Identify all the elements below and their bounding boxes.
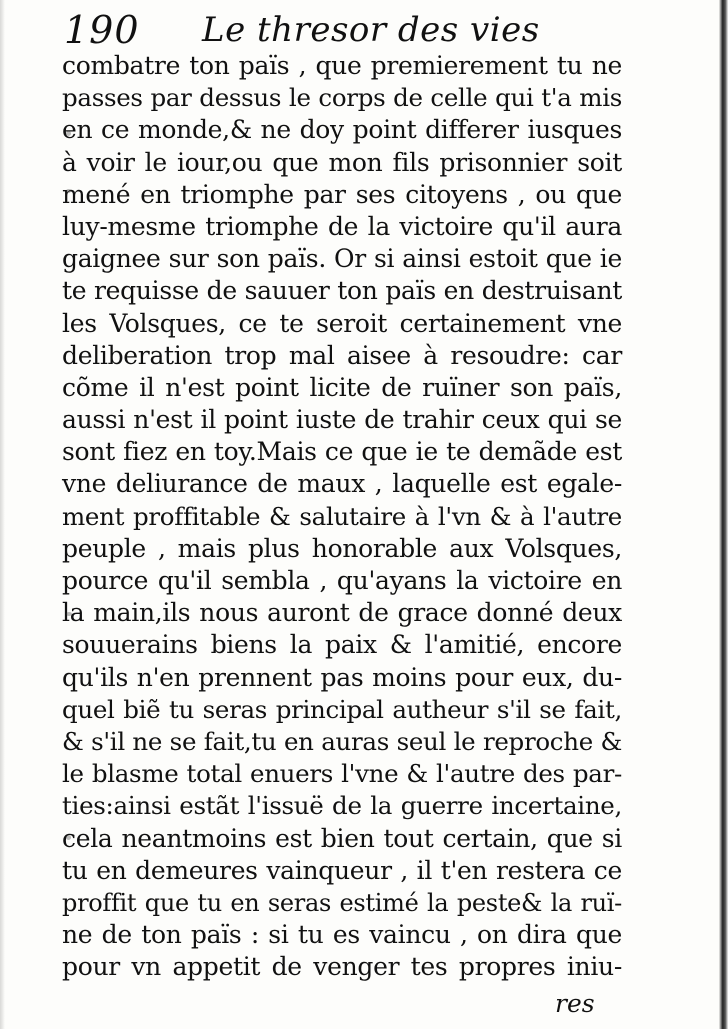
text-line: qu'ils n'en prennent pas moins pour eux, du- bbox=[62, 662, 622, 692]
text-line: quel biẽ tu seras principal autheur s'il se fait, bbox=[62, 694, 622, 724]
text-line: proffit que tu en seras estimé la peste& la ruï- bbox=[62, 888, 622, 917]
text-line: pour vn appetit de venger tes propres iniu- bbox=[62, 952, 622, 982]
ink-smudge bbox=[66, 131, 71, 136]
running-title: Le thresor des vies bbox=[202, 10, 540, 50]
catchword: res bbox=[555, 989, 595, 1018]
text-line: vne deliurance de maux , laquelle est egale- bbox=[62, 469, 622, 499]
text-line: à voir le iour,ou que mon fils prisonnier soit bbox=[62, 147, 622, 177]
body-text bbox=[62, 50, 622, 983]
text-line: mené en triomphe par ses citoyens , ou que bbox=[62, 179, 622, 209]
text-line: en ce monde,& ne doy point differer iusques bbox=[62, 115, 622, 145]
text-line: la main,ils nous auront de grace donné deux bbox=[62, 598, 622, 628]
text-line: & s'il ne se fait,tu en auras seul le reproche & bbox=[62, 726, 622, 756]
text-line: souuerains biens la paix & l'amitié, encore bbox=[62, 630, 622, 660]
text-line: cõme il n'est point licite de ruïner son païs, bbox=[62, 372, 622, 402]
page-number: 190 bbox=[64, 8, 140, 52]
text-line: ment proffitable & salutaire à l'vn & à l'autre bbox=[62, 501, 622, 531]
text-line: combatre ton païs , que premierement tu ne bbox=[62, 51, 622, 80]
text-line: deliberation trop mal aisee à resoudre: car bbox=[62, 340, 622, 370]
page-header bbox=[64, 6, 624, 54]
text-line: passes par dessus le corps de celle qui t'a mis bbox=[62, 83, 622, 113]
text-line: le blasme total enuers l'vne & l'autre des par- bbox=[62, 759, 622, 789]
text-line: pource qu'il sembla , qu'ayans la victoire en bbox=[62, 566, 622, 595]
text-line: ties:ainsi estãt l'issuë de la guerre incertaine, bbox=[62, 791, 622, 821]
text-line: peuple , mais plus honorable aux Volsques, bbox=[62, 533, 622, 563]
page-gutter-shadow bbox=[0, 0, 5, 1029]
text-line: luy-mesme triomphe de la victoire qu'il aura bbox=[62, 211, 622, 241]
text-line: sont fiez en toy.Mais ce que ie te demãde est bbox=[62, 437, 622, 467]
text-line: les Volsques, ce te seroit certainement vne bbox=[62, 308, 622, 338]
text-line: ne de ton païs : si tu es vaincu , on dira que bbox=[62, 920, 622, 950]
ink-smudge bbox=[66, 612, 72, 616]
text-line: tu en demeures vainqueur , il t'en restera ce bbox=[62, 855, 622, 885]
text-line: cela neantmoins est bien tout certain, que si bbox=[62, 823, 622, 853]
text-line: aussi n'est il point iuste de trahir ceux qui se bbox=[62, 405, 622, 435]
page-edge-shadow bbox=[719, 0, 728, 1029]
text-line: gaignee sur son païs. Or si ainsi estoit que ie bbox=[62, 244, 622, 274]
text-line: te requisse de sauuer ton païs en destruisant bbox=[62, 276, 622, 306]
ink-smudge bbox=[66, 835, 71, 840]
ink-smudge bbox=[66, 189, 71, 193]
